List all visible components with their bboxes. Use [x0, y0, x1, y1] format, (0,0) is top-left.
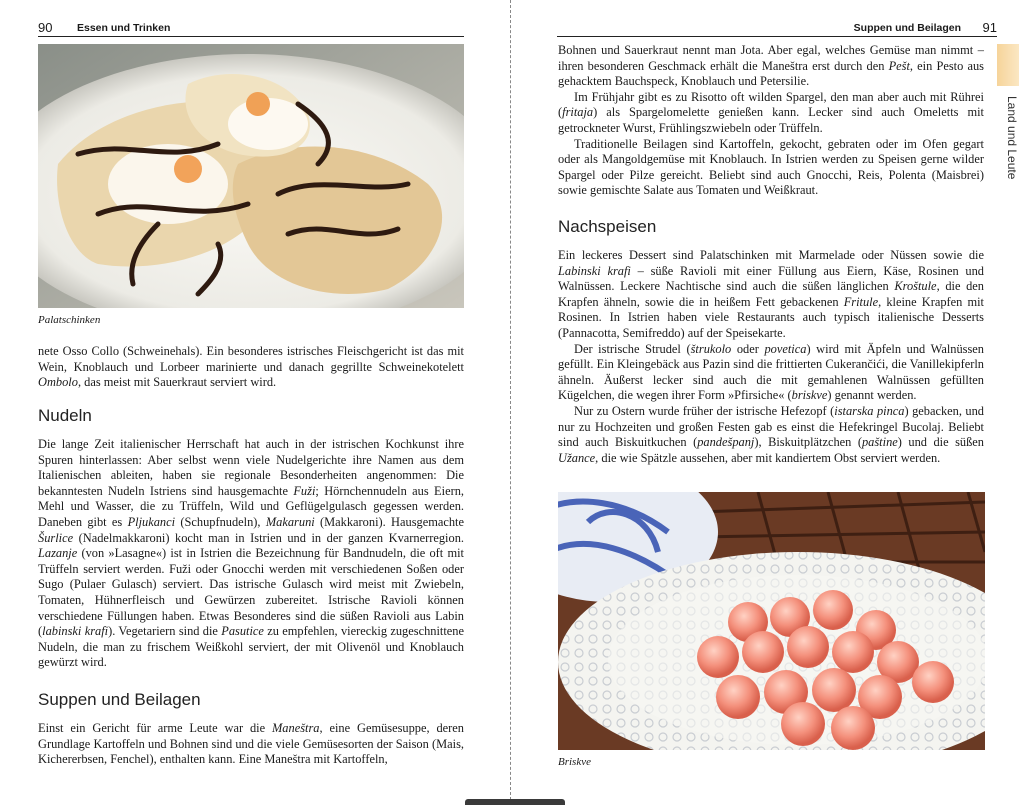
italic-term: pandešpanj — [697, 435, 755, 450]
chapter-thumb-tab — [997, 44, 1019, 86]
paragraph: Bohnen und Sauerkraut nennt man Jota. Aber egal, welches Gemüse man nimmt – ihren besonderen Geschmack erhält die Maneštra erst durch den Pešt, ein Pesto aus gehacktem Bauchspeck, Knoblauch und Petersilie. — [558, 43, 984, 89]
paragraph: Ein leckeres Dessert sind Palatschinken mit Marmelade oder Nüssen sowie die Labinski krafi – süße Ravioli mit einer Füllung aus Eiern, Käse, Rosinen und Walnüssen. Leckere Nachtische sind auch die süßen länglichen Kroštule, die den Krapfen ähneln, sowie die in heißem Fett gebackenen Fritule, kleine Krapfen mit Rosinen. In Istrien haben viele Restaurants auch typisch italienische Desserts (Pannacotta, Semifreddo) auf der Speisekarte. — [558, 248, 984, 340]
italic-term: Pasutice — [221, 624, 264, 639]
scrollbar-handle[interactable] — [465, 799, 565, 805]
left-paragraph-manestra — [38, 721, 464, 768]
right-paragraphs-beilagen — [558, 43, 984, 199]
italic-term: Makaruni — [265, 514, 315, 529]
right-page-number: 91 — [982, 20, 997, 35]
italic-term: Labinski krafi — [558, 263, 631, 278]
left-paragraph-nudeln — [38, 437, 464, 671]
paragraph: Der istrische Strudel (štrukolo oder povetica) wird mit Äpfeln und Walnüssen gefüllt. Ein Kleingebäck aus Pazin sind die frittierten Cukerančići, die Vanillekipferln ähneln. Äußerst lecker sind auch die mit gemahlenen Walnüssen gefüllten Kügelchen, die wegen ihrer Form »Pfirsiche« (briskve) genannt werden. — [558, 341, 984, 403]
italic-term: labinski krafi — [42, 624, 109, 639]
left-paragraph-osso-collo — [38, 344, 464, 391]
italic-term: Fuži — [293, 483, 316, 498]
italic-term: Kroštule — [894, 279, 937, 294]
palatschinken-caption: Palatschinken — [38, 314, 101, 326]
paragraph: Im Frühjahr gibt es zu Risotto oft wilden Spargel, den man aber auch mit Rührei (fritaja) als Spargelomelette genießen kann. Lecker sind auch Omeletts mit getrockneter Wurst, Frühlingszwiebeln oder Trüffeln. — [558, 89, 984, 135]
paragraph: Traditionelle Beilagen sind Kartoffeln, gekocht, gebraten oder im Ofen gegart oder als Mangoldgemüse mit Knoblauch. In Istrien werden zu Speisen gerne wilder Spargel oder Pilze gereicht. Beliebt sind auch Gnocchi, Reis, Polenta (Maisbrei) sowie gemischte Salate aus Tomaten und Weißkraut. — [558, 136, 984, 198]
italic-term: povetica — [764, 341, 807, 356]
rich-paragraph: nete Osso Collo (Schweinehals). Ein besonderes istrisches Fleischgericht ist das mit Wein, Knoblauch und Lorbeer marinierte und danach gegrillte Schweinekotelett Ombolo, das meist mit Sauerkraut serviert wird. — [38, 344, 464, 390]
italic-term: paštine — [861, 435, 898, 450]
heading-nachspeisen: Nachspeisen — [558, 217, 657, 236]
briskve-caption: Briskve — [558, 756, 591, 768]
italic-term: fritaja — [562, 105, 594, 120]
palatschinken-photo — [38, 44, 464, 308]
italic-term: Pljukanci — [127, 514, 176, 529]
italic-term: Fritule — [843, 294, 879, 309]
italic-term: Pešt — [888, 58, 910, 73]
italic-term: Šurlice — [38, 530, 74, 545]
heading-suppen-und-beilagen: Suppen und Beilagen — [38, 690, 201, 709]
right-page — [511, 0, 1020, 805]
italic-term: Ombolo — [38, 375, 78, 390]
chapter-side-label: Land und Leute — [1005, 96, 1019, 180]
briskve-photo — [558, 492, 985, 750]
heading-nudeln: Nudeln — [38, 406, 92, 425]
rich-paragraph: Die lange Zeit italienischer Herrschaft hat auch in der istrischen Kochkunst ihre Spuren hinterlassen: Aber selbst wenn viele Nudelgerichte ihre Namen aus dem Italienischen ableiten, haben sie regionale Besonderheiten angenommen: Die bekanntesten Nudeln Istriens sind hausgemachte Fuži; Hörnchennudeln aus Eiern, Mehl und Wasser, die zu Trüffeln, Wild und Geflügelgulasch gegessen werden. Daneben gibt es Pljukanci (Schupfnudeln), Makaruni (Makkaroni). Hausgemachte Šurlice (Nadelmakkaroni) kocht man in Istrien und in der ganzen Kvarnerregion. Lazanje (von »Lasagne«) ist in Istrien die Bezeichnung für Bandnudeln, die oft mit Trüffeln serviert werden. Fuži oder Gnocchi werden mit verschiedenen Soßen oder Sugo (Pulaer Gulasch) serviert. Das istrische Gulasch wird meist mit Zwiebeln, Tomaten, Hühnerfleisch und Gewürzen zubereitet. Istrische Ravioli können verschiedene Füllungen haben. Etwas Besonderes sind die süßen Ravioli aus Labin (labinski krafi). Vegetariern sind die Pasutice zu empfehlen, viereckig zugeschnittene Nudeln, die man zu frischem Weißkohl serviert, der mit Olivenöl und Knoblauch gewürzt wird. — [38, 437, 464, 670]
rich-paragraph: Einst ein Gericht für arme Leute war die Maneštra, eine Gemüsesuppe, deren Grundlage Kartoffeln und Bohnen sind und die viele Gemüsesorten der Saison (Mais, Kichererbsen, Fenchel), enthalten kann. Eine Maneštra mit Kartoffeln, — [38, 721, 465, 767]
italic-term: istarska pinca — [834, 403, 905, 418]
paragraph: Nur zu Ostern wurde früher der istrische Hefezopf (istarska pinca) gebacken, und nur zu Hochzeiten und großen Festen gab es einst die Hefekringel Bucolaj. Beliebt sind auch Biskuitkuchen (pandešpanj), Biskuitplätzchen (paštine) und die süßen Užance, die wie Spätzle aussehen, aber mit kandiertem Obst serviert werden. — [558, 403, 984, 465]
italic-term: Užance — [558, 450, 596, 465]
italic-term: briskve — [791, 388, 828, 403]
right-running-head-title: Suppen und Beilagen — [853, 22, 961, 34]
left-page-number: 90 — [38, 20, 53, 35]
italic-term: Maneštra — [271, 721, 320, 735]
italic-term: štrukolo — [690, 341, 732, 356]
left-running-head — [38, 20, 464, 37]
left-running-head-title: Essen und Trinken — [77, 22, 171, 34]
italic-term: Lazanje — [38, 546, 78, 561]
right-running-head — [557, 20, 997, 37]
right-paragraphs-nachspeisen — [558, 248, 984, 466]
